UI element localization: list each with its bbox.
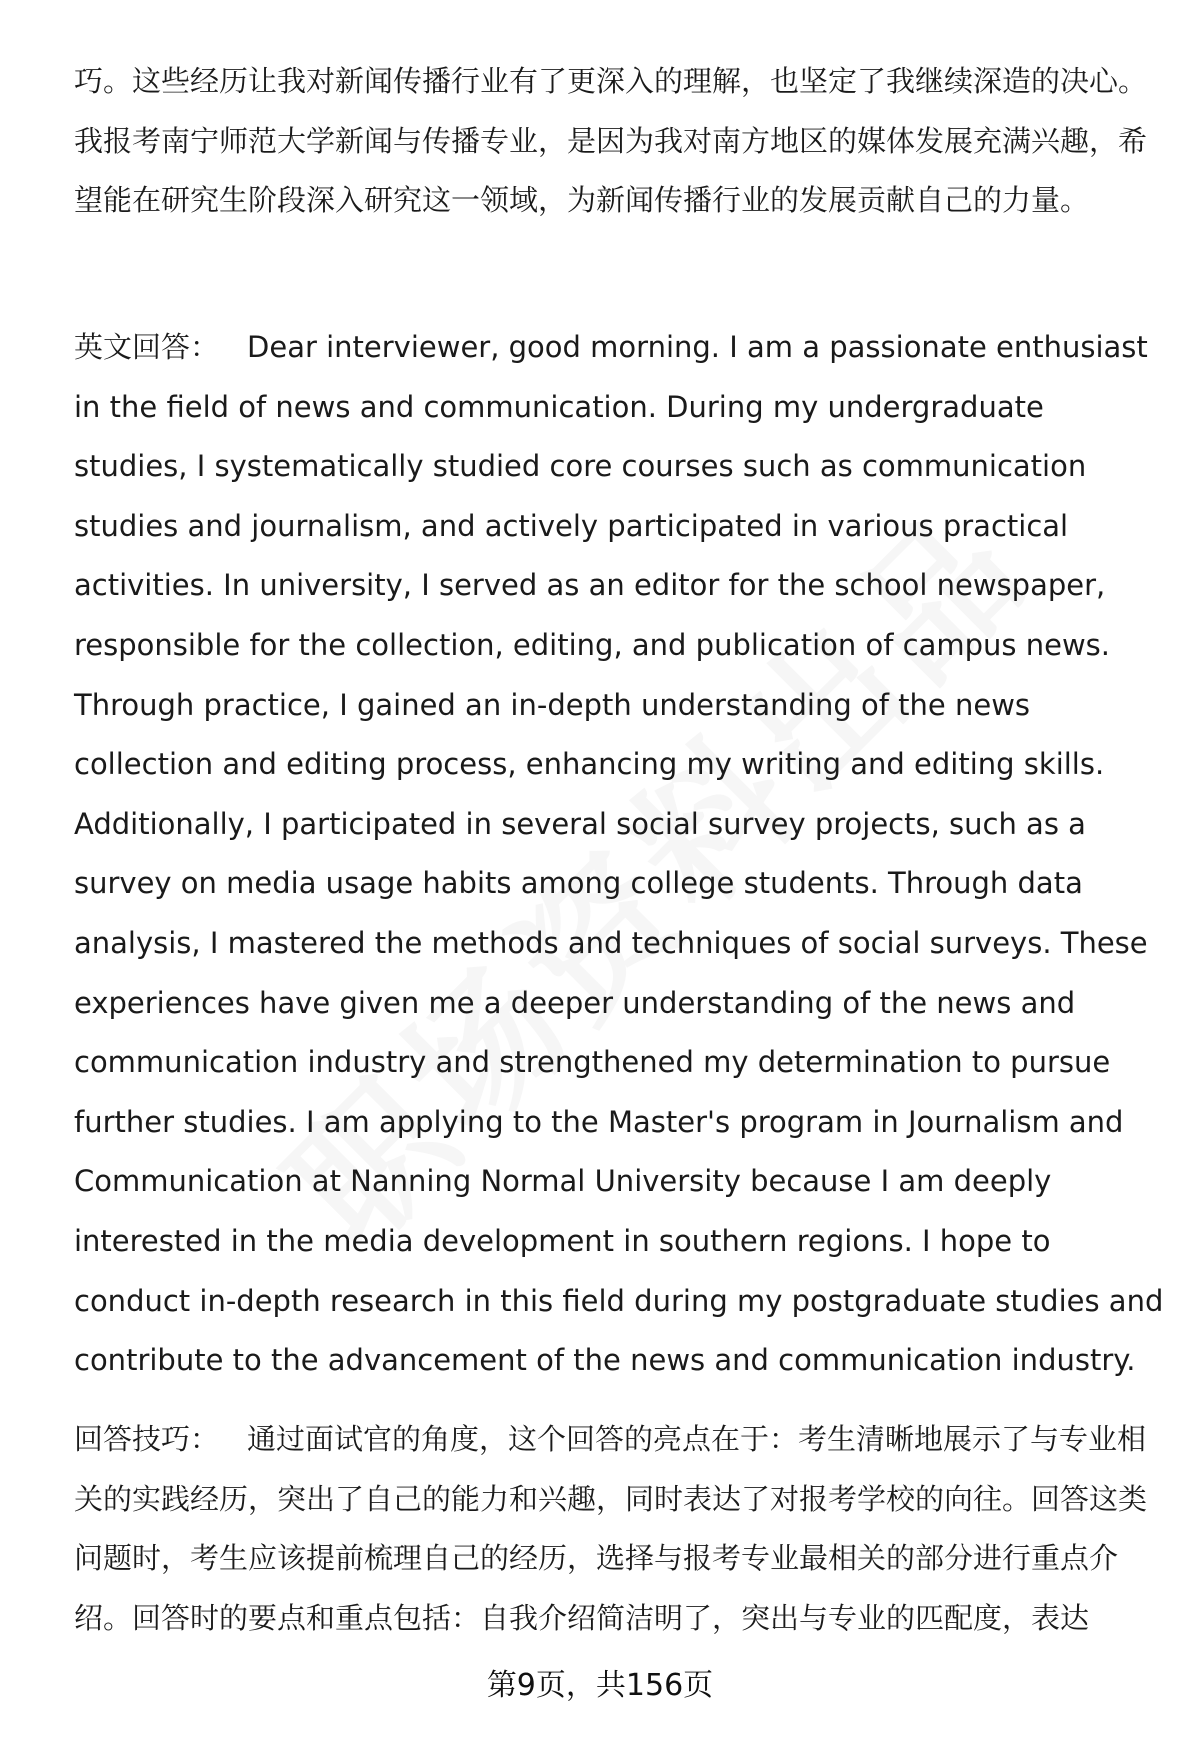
chinese-answer-paragraph-end: 巧。这些经历让我对新闻传播行业有了更深入的理解，也坚定了我继续深造的决心。我报考南宁师范大学新闻与传播专业，是因为我对南方地区的媒体发展充满兴趣，希望能在研究生阶段深入研究这一领域，为新闻传播行业的发展贡献自己的力量。 [74,64,1148,218]
english-answer-paragraph [74,318,1164,1391]
english-answer-label: 英文回答： [74,330,220,364]
english-answer-text: Dear interviewer, good morning. I am a passionate enthusiast in the field of news and communication. During my undergraduate studies, I systematically studied core courses such as communication studies and journalism, and actively participated in various practical activities. In university, I served as an editor for the school newspaper, responsible for the collection, editing, and publication of campus news. Through practice, I gained an in-depth understanding of the news collection and editing process, enhancing my writing and editing skills. Additionally, I participated in several social survey projects, such as a survey on media usage habits among college students. Through data analysis, I mastered the methods and techniques of social surveys. These experiences have given me a deeper understanding of the news and communication industry and strengthened my determination to pursue further studies. I am applying to the Master's program in Journalism and Communication at Nanning Normal University because I am deeply interested in the media development in southern regions. I hope to conduct in-depth research in this field during my postgraduate studies and contribute to the advancement of the news and communication industry. [74,330,1164,1378]
page-number-footer: 第9页，共156页 [486,1668,714,1703]
answer-tips-label: 回答技巧： [74,1422,220,1456]
answer-tips-text: 通过面试官的角度，这个回答的亮点在于：考生清晰地展示了与专业相关的实践经历，突出了自己的能力和兴趣，同时表达了对报考学校的向往。回答这类问题时，考生应该提前梳理自己的经历，选择与报考专业最相关的部分进行重点介绍。回答时的要点和重点包括：自我介绍简洁明了，突出与专业的匹配度，表达 [74,1422,1148,1635]
answer-tips-paragraph [74,1410,1164,1648]
